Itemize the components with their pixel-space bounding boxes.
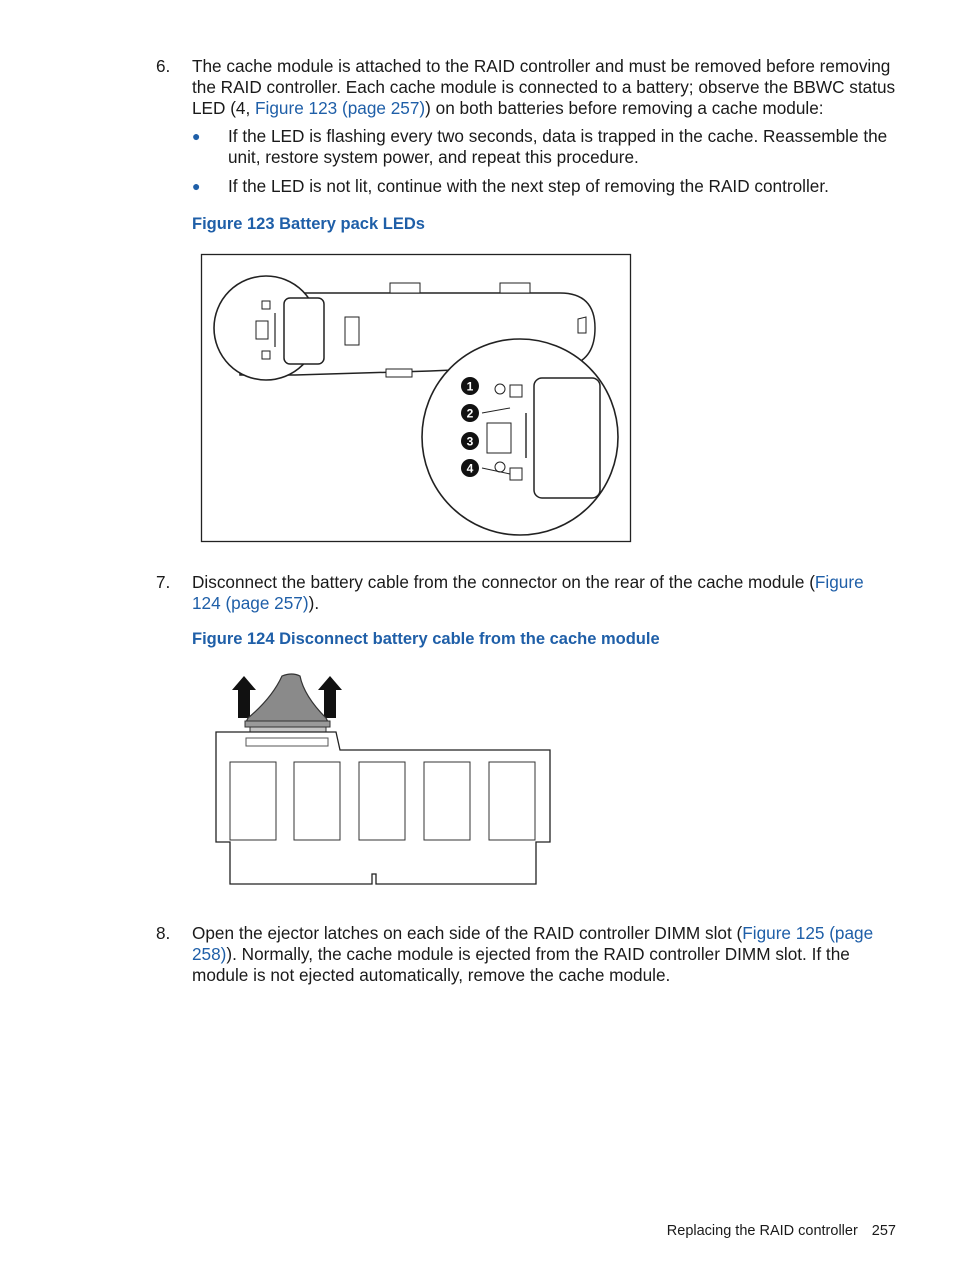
step-text-part: Open the ejector latches on each side of the RAID controller DIMM slot ( [192,923,743,943]
step-text [192,572,896,614]
step-text [192,56,896,119]
figure-link[interactable]: Figure 123 (page 257) [255,98,426,118]
up-arrow-icon [318,676,342,718]
step-text-part: The cache module is attached to the RAID controller and must be removed before removing the RAID controller. Each cache module is connected to a battery; observe the BBWC status LED (4, [192,56,896,118]
cache-module-figure [210,670,558,892]
bullet-text: If the LED is not lit, continue with the next step of removing the RAID controller. [228,176,829,196]
callout-3: 3 [466,434,474,449]
step-number: 8. [156,923,171,943]
step-8 [156,923,896,986]
step-text-part: ) on both batteries before removing a cache module: [425,98,824,118]
figure-link[interactable]: Figure 125 (page 258) [192,923,874,964]
battery-pack-figure [200,253,632,543]
footer-section-title: Replacing the RAID controller [666,1223,858,1239]
bullet-icon: ● [192,128,201,144]
step-number: 6. [156,56,171,76]
up-arrow-icon [232,676,256,718]
figure-caption: Figure 123 Battery pack LEDs [192,215,425,233]
figure-caption: Figure 124 Disconnect battery cable from the cache module [192,630,660,648]
step-text-part: Disconnect the battery cable from the connector on the rear of the cache module ( [192,572,815,592]
bullet-icon: ● [192,178,201,194]
callout-4: 4 [466,461,474,476]
page-footer [667,1223,896,1239]
step-text-part: ). [308,593,320,613]
bullet-item [192,126,892,168]
callout-1: 1 [466,379,474,394]
step-text [192,923,896,986]
step-text-part: ). Normally, the cache module is ejected from the RAID controller DIMM slot. If the module is not ejected automatically, remove the cache module. [192,944,850,985]
page-number: 257 [871,1223,896,1239]
bullet-item [192,176,892,197]
figure-link[interactable]: Figure 124 (page 257) [192,572,864,613]
step-7 [156,572,896,614]
step-number: 7. [156,572,171,592]
step-6 [156,56,896,119]
callout-2: 2 [466,406,474,421]
bullet-text: If the LED is flashing every two seconds, data is trapped in the cache. Reassemble the unit, restore system power, and repeat this procedure. [228,126,888,167]
